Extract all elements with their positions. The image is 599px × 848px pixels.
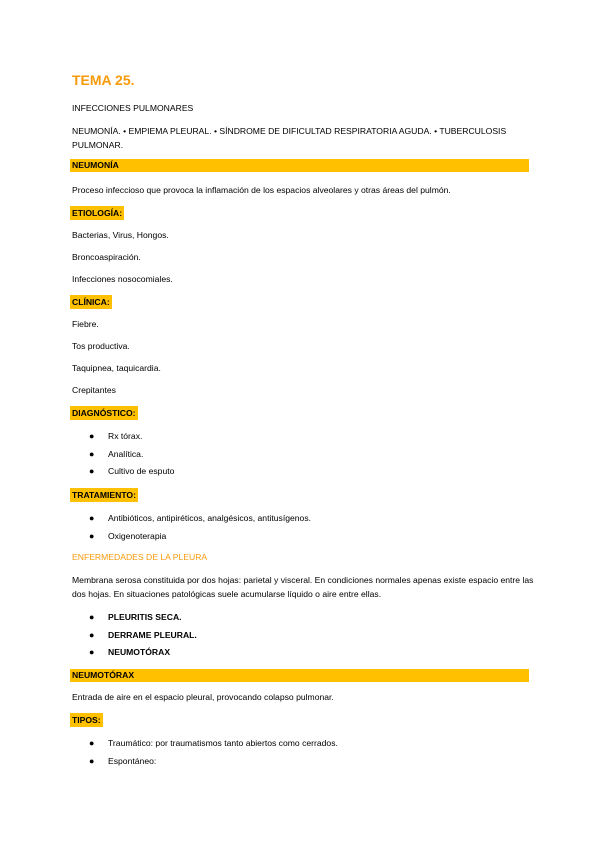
pleura-definition: Membrana serosa constituida por dos hojas: parietal y visceral. En condiciones normales apenas existe espacio entre las dos hojas. En situaciones patológicas suele acumularse líquido o aire entre ellas. — [72, 575, 534, 599]
bullet-icon: ● — [89, 466, 95, 476]
diagnostico-list — [72, 428, 174, 481]
clinica-item: Taquipnea, taquicardia. — [72, 363, 161, 373]
list-item: ● Cultivo de esputo — [72, 463, 174, 481]
bullet-icon: ● — [89, 647, 95, 657]
list-item: ● Analítica. — [72, 446, 174, 464]
list-item: ● Espontáneo: — [72, 753, 338, 771]
diagnostico-heading-wrap — [72, 406, 138, 420]
clinica-heading-wrap — [72, 295, 112, 309]
diagnostico-heading: DIAGNÓSTICO: — [72, 408, 136, 418]
etiologia-heading: ETIOLOGÍA: — [72, 208, 123, 218]
tratamiento-heading-wrap — [72, 488, 138, 502]
list-item: ● Antibióticos, antipiréticos, analgésicos, antitusígenos. — [72, 510, 311, 528]
list-item: ● DERRAME PLEURAL. — [72, 627, 197, 645]
bullet-icon: ● — [89, 738, 95, 748]
section-neumotorax-heading: NEUMOTÓRAX — [72, 670, 135, 680]
list-item: ● NEUMOTÓRAX — [72, 644, 197, 662]
list-item: ● PLEURITIS SECA. — [72, 609, 197, 627]
list-item: ● Oxigenoterapia — [72, 528, 311, 546]
bullet-icon: ● — [89, 431, 95, 441]
section-neumonia-heading: NEUMONÍA — [72, 160, 119, 170]
bullet-icon: ● — [89, 513, 95, 523]
doc-summary: NEUMONÍA. • EMPIEMA PLEURAL. • SÍNDROME DE DIFICULTAD RESPIRATORIA AGUDA. • TUBERCULOSIS PULMONAR. — [72, 126, 507, 150]
neumotorax-definition: Entrada de aire en el espacio pleural, provocando colapso pulmonar. — [72, 692, 334, 702]
list-item: ● Rx tórax. — [72, 428, 174, 446]
bullet-icon: ● — [89, 612, 95, 622]
list-item: ● Traumático: por traumatismos tanto abiertos como cerrados. — [72, 735, 338, 753]
pleura-list — [72, 609, 197, 662]
etiologia-item: Bacterias, Virus, Hongos. — [72, 230, 169, 240]
tipos-heading-wrap — [72, 713, 103, 727]
tratamiento-heading: TRATAMIENTO: — [72, 490, 136, 500]
doc-title: TEMA 25. — [72, 72, 135, 88]
bullet-icon: ● — [89, 448, 95, 459]
tratamiento-list — [72, 510, 311, 545]
clinica-item: Fiebre. — [72, 319, 99, 329]
section-neumonia-bar — [70, 159, 529, 172]
bullet-icon: ● — [89, 629, 95, 640]
bullet-icon: ● — [89, 755, 95, 766]
section-pleura-heading: ENFERMEDADES DE LA PLEURA — [72, 552, 208, 562]
clinica-item: Crepitantes — [72, 385, 116, 395]
etiologia-item: Broncoaspiración. — [72, 252, 141, 262]
clinica-item: Tos productiva. — [72, 341, 130, 351]
neumonia-definition: Proceso infeccioso que provoca la inflamación de los espacios alveolares y otras áreas del pulmón. — [72, 185, 451, 195]
bullet-icon: ● — [89, 530, 95, 541]
clinica-heading: CLÍNICA: — [72, 297, 110, 307]
doc-subtitle: INFECCIONES PULMONARES — [72, 103, 194, 113]
tipos-list — [72, 735, 338, 770]
tipos-heading: TIPOS: — [72, 715, 101, 725]
etiologia-heading-wrap — [72, 206, 124, 220]
etiologia-item: Infecciones nosocomiales. — [72, 274, 173, 284]
section-neumotorax-bar — [70, 669, 529, 682]
